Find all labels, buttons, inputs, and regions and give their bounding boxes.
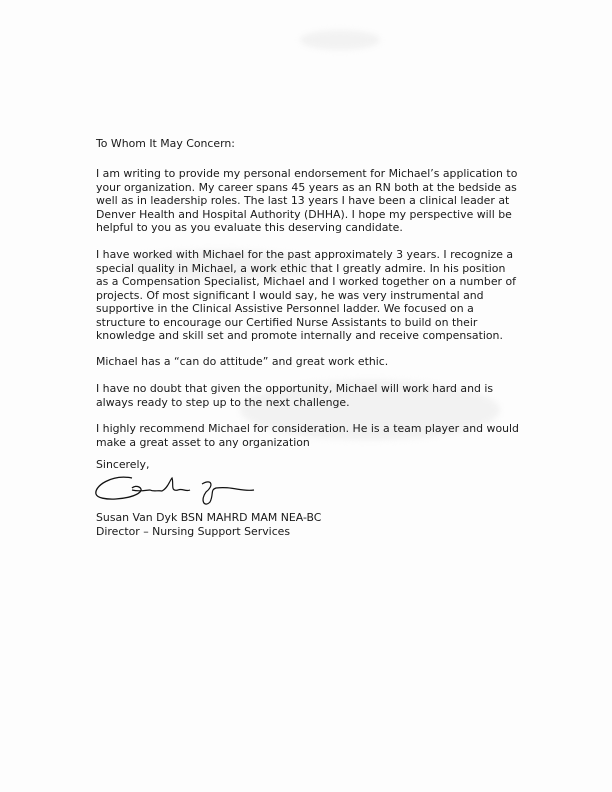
paragraph-line: I highly recommend Michael for consideration. He is a team player and would [96,422,519,435]
paragraph-line: your organization. My career spans 45 years as an RN both at the bedside as [96,180,517,194]
closing: Sincerely, [96,458,150,471]
paragraph-line: knowledge and skill set and promote internally and receive compensation. [96,329,503,342]
signer-name: Susan Van Dyk BSN MAHRD MAM NEA-BC [96,511,322,524]
paragraph-line: helpful to you as you evaluate this deserving candidate. [96,221,403,234]
paragraph-line: make a great asset to any organization [96,435,310,449]
salutation: To Whom It May Concern: [96,137,235,150]
paragraph-line: structure to encourage our Certified Nurse Assistants to build on their [96,315,478,329]
paragraph-line: well as in leadership roles. The last 13 years I have been a clinical leader at [96,194,510,207]
paragraph-line: projects. Of most significant I would say, he was very instrumental and [96,288,484,302]
paragraph-line: always ready to step up to the next challenge. [96,395,350,409]
signer-title: Director – Nursing Support Services [96,524,291,538]
scan-smudge [300,30,380,50]
paragraph-line: supportive in the Clinical Assistive Personnel ladder. We focused on a [96,302,474,315]
handwritten-signature [92,470,282,510]
paragraph-line: I have worked with Michael for the past approximately 3 years. I recognize a [96,248,514,261]
paragraph-line: Denver Health and Hospital Authority (DHHA). I hope my perspective will be [96,207,512,221]
paragraph-line: as a Compensation Specialist, Michael and I worked together on a number of [96,275,516,288]
paragraph-line: Michael has a “can do attitude” and great work ethic. [96,355,389,368]
paragraph-line: special quality in Michael, a work ethic that I greatly admire. In his position [96,261,506,275]
paragraph-line: I have no doubt that given the opportunity, Michael will work hard and is [96,382,494,395]
paragraph-line: I am writing to provide my personal endorsement for Michael’s application to [96,167,518,180]
